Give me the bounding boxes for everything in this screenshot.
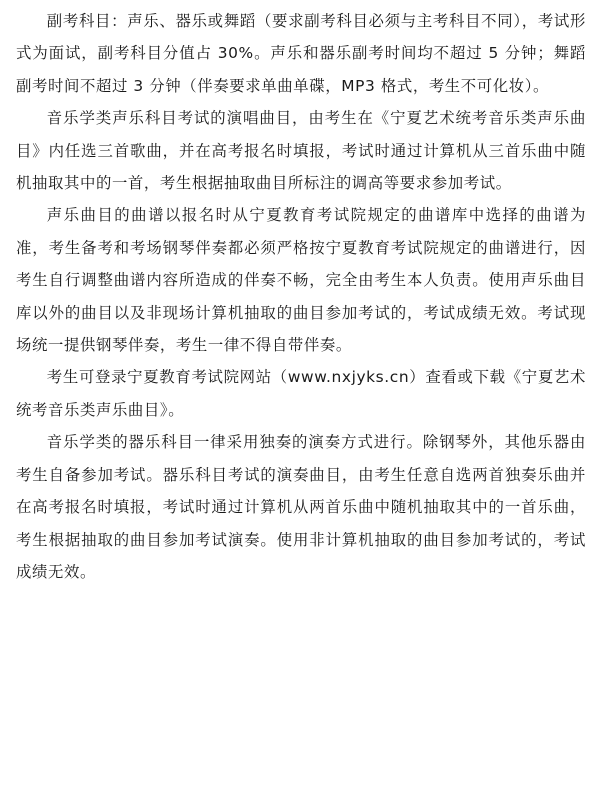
paragraph-vocal-repertoire: 音乐学类声乐科目考试的演唱曲目，由考生在《宁夏艺术统考音乐类声乐曲目》内任选三首歌曲，并在高考报名时填报，考试时通过计算机从三首乐曲中随机抽取其中的一首，考生根据抽取曲目所标注的调高等要求参加考试。 (16, 109, 586, 193)
paragraph-score-rules: 声乐曲目的曲谱以报名时从宁夏教育考试院规定的曲谱库中选择的曲谱为准，考生备考和考场钢琴伴奏都必须严格按宁夏教育考试院规定的曲谱进行，因考生自行调整曲谱内容所造成的伴奏不畅，完全由考生本人负责。使用声乐曲目库以外的曲目以及非现场计算机抽取的曲目参加考试的，考试成绩无效。考试现场统一提供钢琴伴奏，考生一律不得自带伴奏。 (16, 206, 586, 355)
paragraph-secondary-subjects: 副考科目：声乐、器乐或舞蹈（要求副考科目必须与主考科目不同），考试形式为面试，副考科目分值占 30%。声乐和器乐副考时间均不超过 5 分钟；舞蹈副考时间不超过 3 分钟（伴奏要求单曲单碟，MP3 格式，考生不可化妆）。 (16, 12, 586, 95)
document-body (16, 5, 586, 588)
paragraph-instrumental-rules: 音乐学类的器乐科目一律采用独奏的演奏方式进行。除钢琴外，其他乐器由考生自备参加考试。器乐科目考试的演奏曲目，由考生任意自选两首独奏乐曲并在高考报名时填报，考试时通过计算机从两首乐曲中随机抽取其中的一首乐曲，考生根据抽取的曲目参加考试演奏。使用非计算机抽取的曲目参加考试的，考试成绩无效。 (16, 433, 586, 581)
paragraph-website-download: 考生可登录宁夏教育考试院网站（www.nxjyks.cn）查看或下载《宁夏艺术统考音乐类声乐曲目》。 (16, 368, 586, 419)
